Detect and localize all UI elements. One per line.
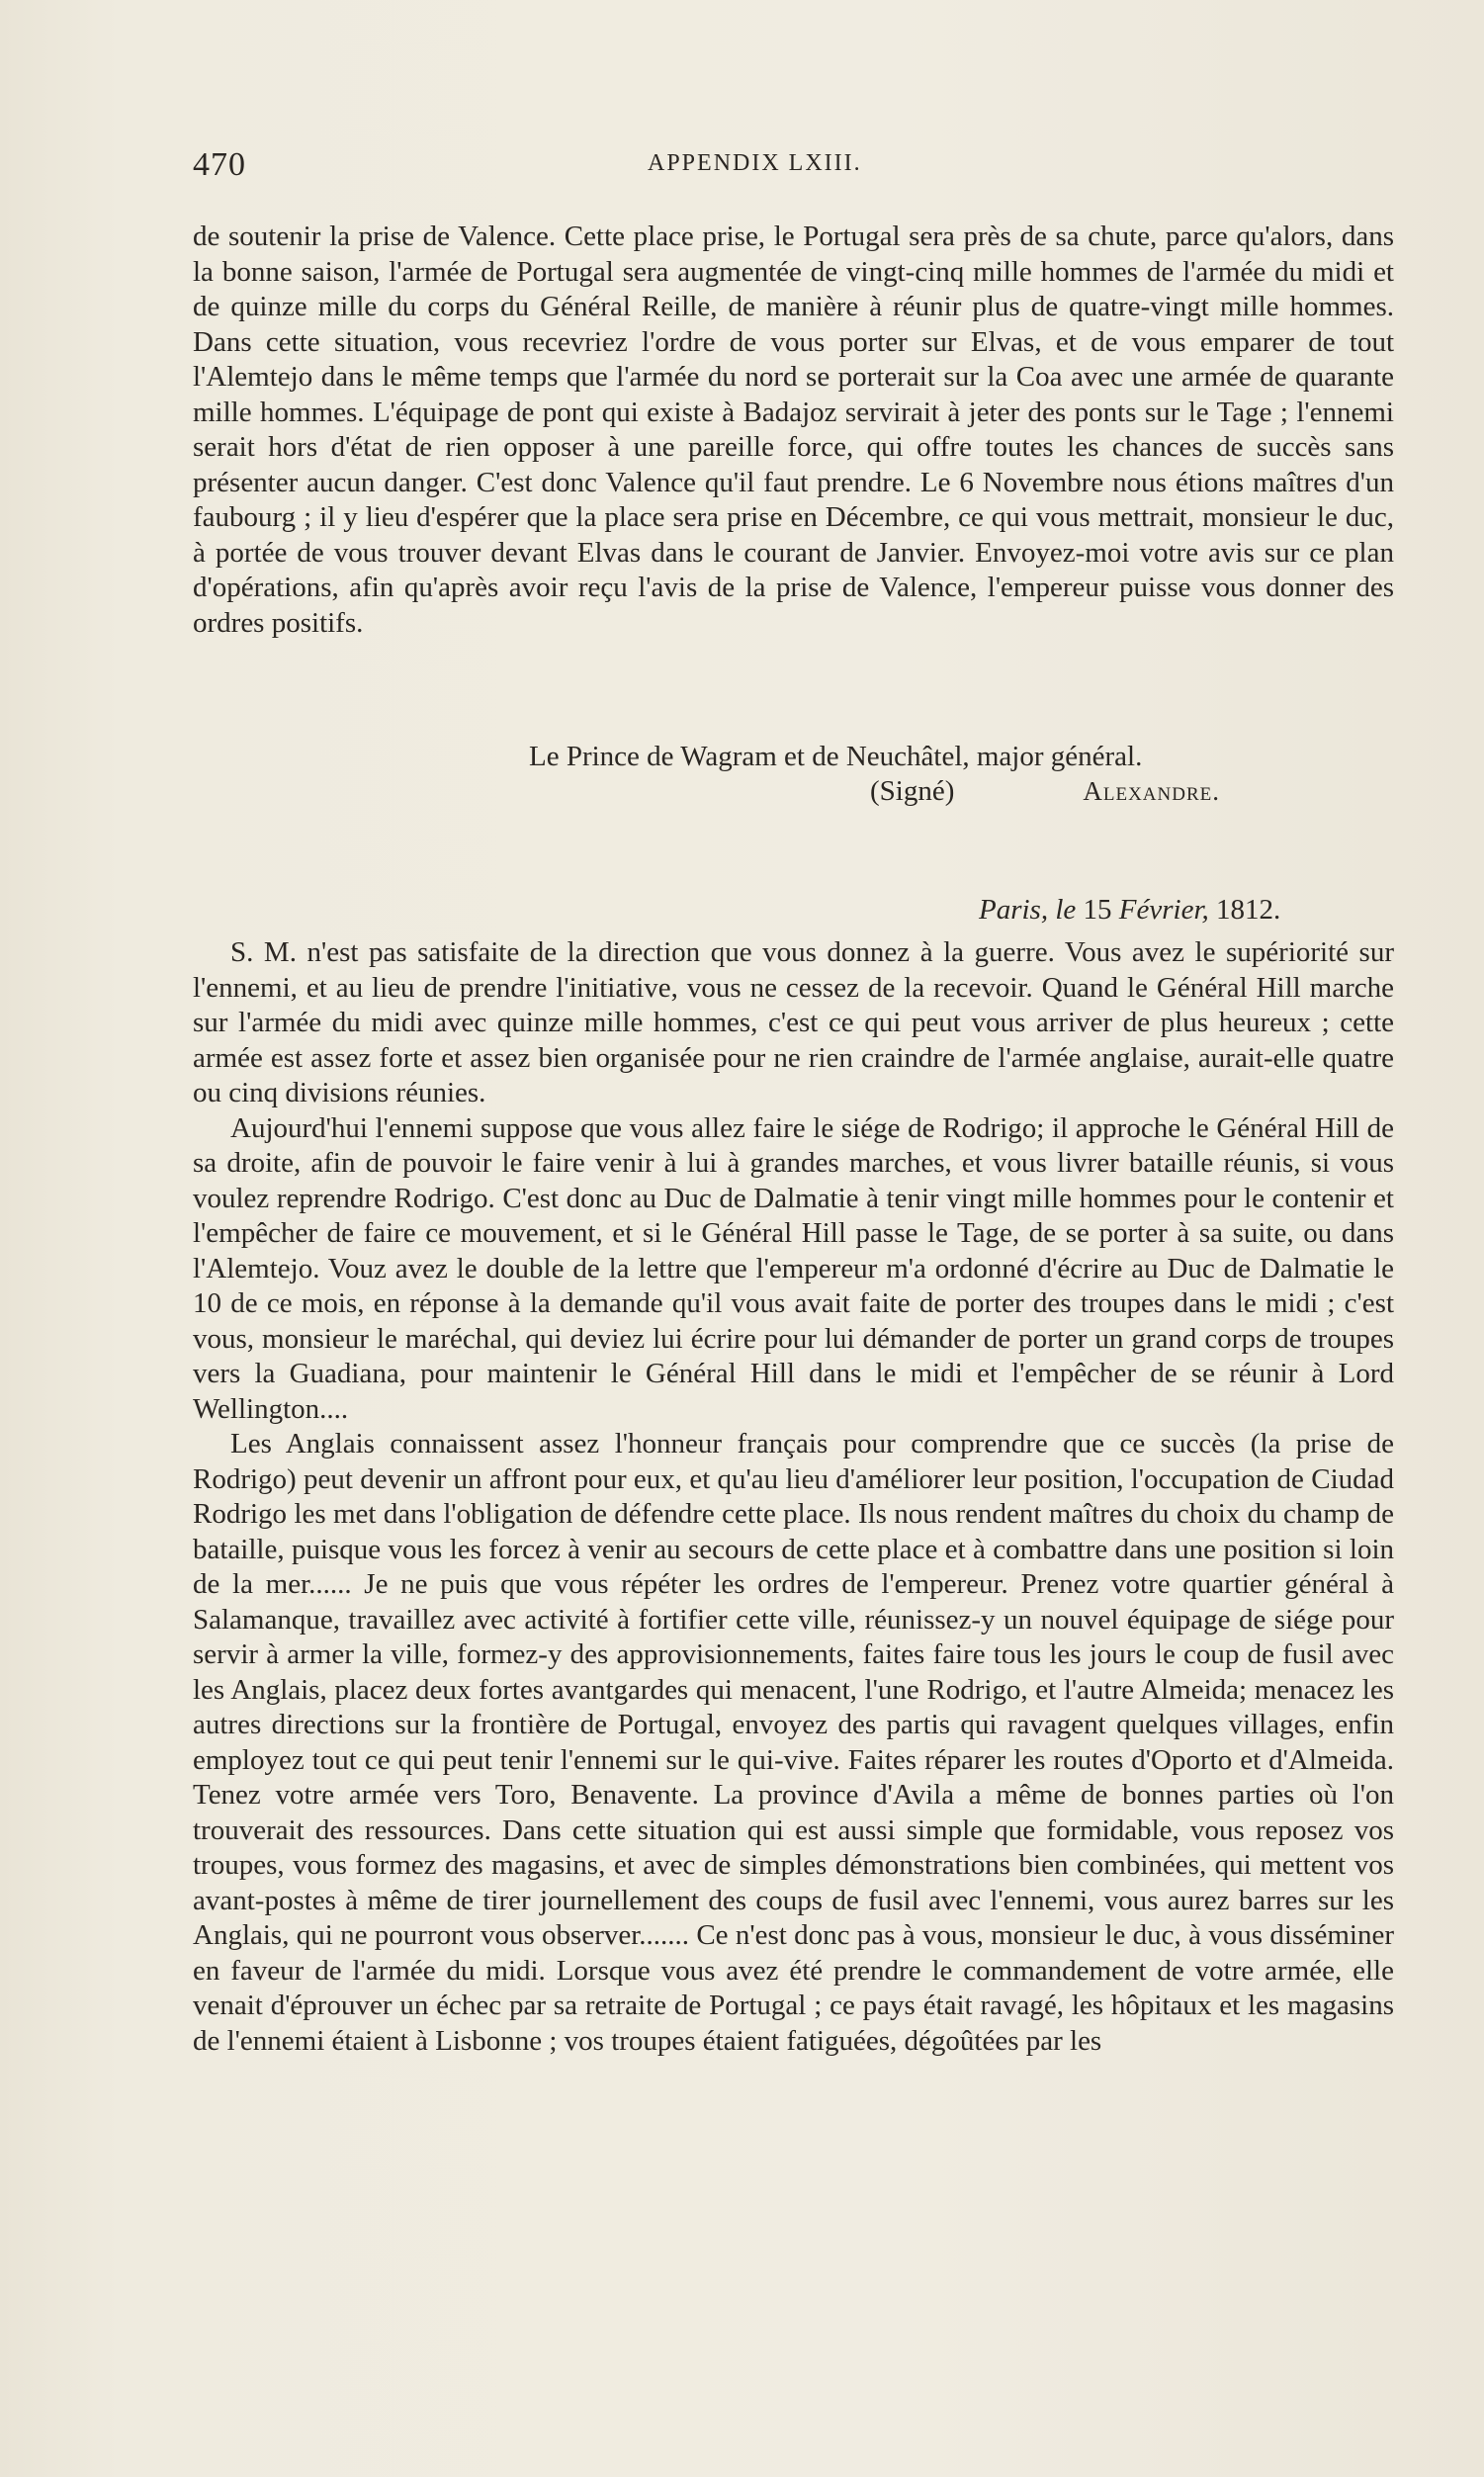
letter-2-body	[193, 935, 1394, 2059]
signed-label: (Signé)	[870, 775, 955, 807]
letter-1-paragraph: de soutenir la prise de Valence. Cette place prise, le Portugal sera près de sa chute, parce qu'alors, dans la bonne saison, l'armée de Portugal sera augmentée de vingt-cinq mille hommes de l'armée du midi et de quinze mille du corps du Général Reille, de manière à réunir plus de quatre-vingt mille hommes. Dans cette situation, vous recevriez l'ordre de vous porter sur Elvas, et de vous emparer de tout l'Alemtejo dans le même temps que l'armée du nord se porterait sur la Coa avec une armée de quarante mille hommes. L'équipage de pont qui existe à Badajoz servirait à jeter des ponts sur le Tage ; l'ennemi serait hors d'état de rien opposer à une pareille force, qui offre toutes les chances de succès sans présenter aucun danger. C'est donc Valence qu'il faut prendre. Le 6 Novembre nous étions maîtres d'un faubourg ; il y lieu d'espérer que la place sera prise en Décembre, ce qui vous mettrait, monsieur le duc, à portée de vous trouver devant Elvas dans le courant de Janvier. Envoyez-moi votre avis sur ce plan d'opérations, afin qu'après avoir reçu l'avis de la prise de Valence, l'empereur puisse vous donner des ordres positifs.	[193, 221, 1394, 639]
letter-1-body	[193, 220, 1394, 641]
letter-2-dateline	[979, 894, 1280, 927]
page-header	[193, 146, 1394, 186]
signatory-name: Alexandre.	[1083, 776, 1220, 806]
letter-2-paragraph-2: Aujourd'hui l'ennemi suppose que vous allez faire le siége de Rodrigo; il approche le Général Hill de sa droite, afin de pouvoir le faire venir à lui à grandes marches, et vous livrer bataille réunis, si vous voulez reprendre Rodrigo. C'est donc au Duc de Dalmatie à tenir vingt mille hommes pour le contenir et l'empêcher de faire ce mouvement, et si le Général Hill passe le Tage, de se porter à sa suite, ou dans l'Alemtejo. Vouz avez le double de la lettre que l'empereur m'a ordonné d'écrire au Duc de Dalmatie le 10 de ce mois, en réponse à la demande qu'il vous avait faite de porter des troupes dans le midi ; c'est vous, monsieur le maréchal, qui deviez lui écrire pour lui démander de porter un grand corps de troupes vers la Guadiana, pour maintenir le Général Hill dans le midi et l'empêcher de se réunir à Lord Wellington....	[193, 1111, 1394, 1425]
letter-2-paragraph-1: S. M. n'est pas satisfaite de la direction que vous donnez à la guerre. Vous avez le supériorité sur l'ennemi, et au lieu de prendre l'initiative, vous ne cessez de la recevoir. Quand le Général Hill marche sur l'armée du midi avec quinze mille hommes, c'est ce qui peut vous arriver de plus heureux ; cette armée est assez forte et assez bien organisée pour ne rien craindre de l'armée anglaise, aurait-elle quatre ou cinq divisions réunies.	[193, 936, 1394, 1108]
dateline-day: 15	[1083, 894, 1112, 926]
dateline-month: Février,	[1118, 894, 1209, 926]
letter-2-paragraph-3: Les Anglais connaissent assez l'honneur français pour comprendre que ce succès (la prise de Rodrigo) peut devenir un affront pour eux, et qu'au lieu d'améliorer leur position, l'occupation de Ciudad Rodrigo les met dans l'obligation de défendre cette place. Ils nous rendent maîtres du choix du champ de bataille, puisque vous les forcez à venir au secours de cette place et à combattre dans une position si loin de la mer...... Je ne puis que vous répéter les ordres de l'empereur. Prenez votre quartier général à Salamanque, travaillez avec activité à fortifier cette ville, réunissez-y un nouvel équipage de siége pour servir à armer la ville, formez-y des approvisionnements, faites faire tous les jours le coup de fusil avec les Anglais, placez deux fortes avantgardes qui menacent, l'une Rodrigo, et l'autre Almeida; menacez les autres directions sur la frontière de Portugal, envoyez des partis qui ravagent quelques villages, enfin employez tout ce qui peut tenir l'ennemi sur le qui-vive. Faites réparer les routes d'Oporto et d'Almeida. Tenez votre armée vers Toro, Benavente. La province d'Avila a même de bonnes parties où l'on trouverait des ressources. Dans cette situation qui est aussi simple que formidable, vous reposez vos troupes, vous formez des magasins, et avec de simples démonstrations bien combinées, qui mettent vos avant-postes à même de tirer journellement des coups de fusil avec l'ennemi, vous aurez barres sur les Anglais, qui ne pourront vous observer....... Ce n'est donc pas à vous, monsieur le duc, à vous disséminer en faveur de l'armée du midi. Lorsque vous avez été prendre le commandement de votre armée, elle venait d'éprouver un échec par sa retraite de Portugal ; ce pays était ravagé, les hôpitaux et les magasins de l'ennemi étaient à Lisbonne ; vos troupes étaient fatiguées, dégoûtées par les	[193, 1428, 1394, 2057]
letter-1-signature-title: Le Prince de Wagram et de Neuchâtel, major général.	[529, 741, 1143, 772]
running-title: APPENDIX LXIII.	[648, 150, 862, 176]
dateline-place: Paris, le	[979, 894, 1077, 926]
page-number: 470	[193, 146, 246, 183]
dateline-year: 1812.	[1216, 894, 1281, 926]
letter-1-signature	[870, 775, 1220, 808]
